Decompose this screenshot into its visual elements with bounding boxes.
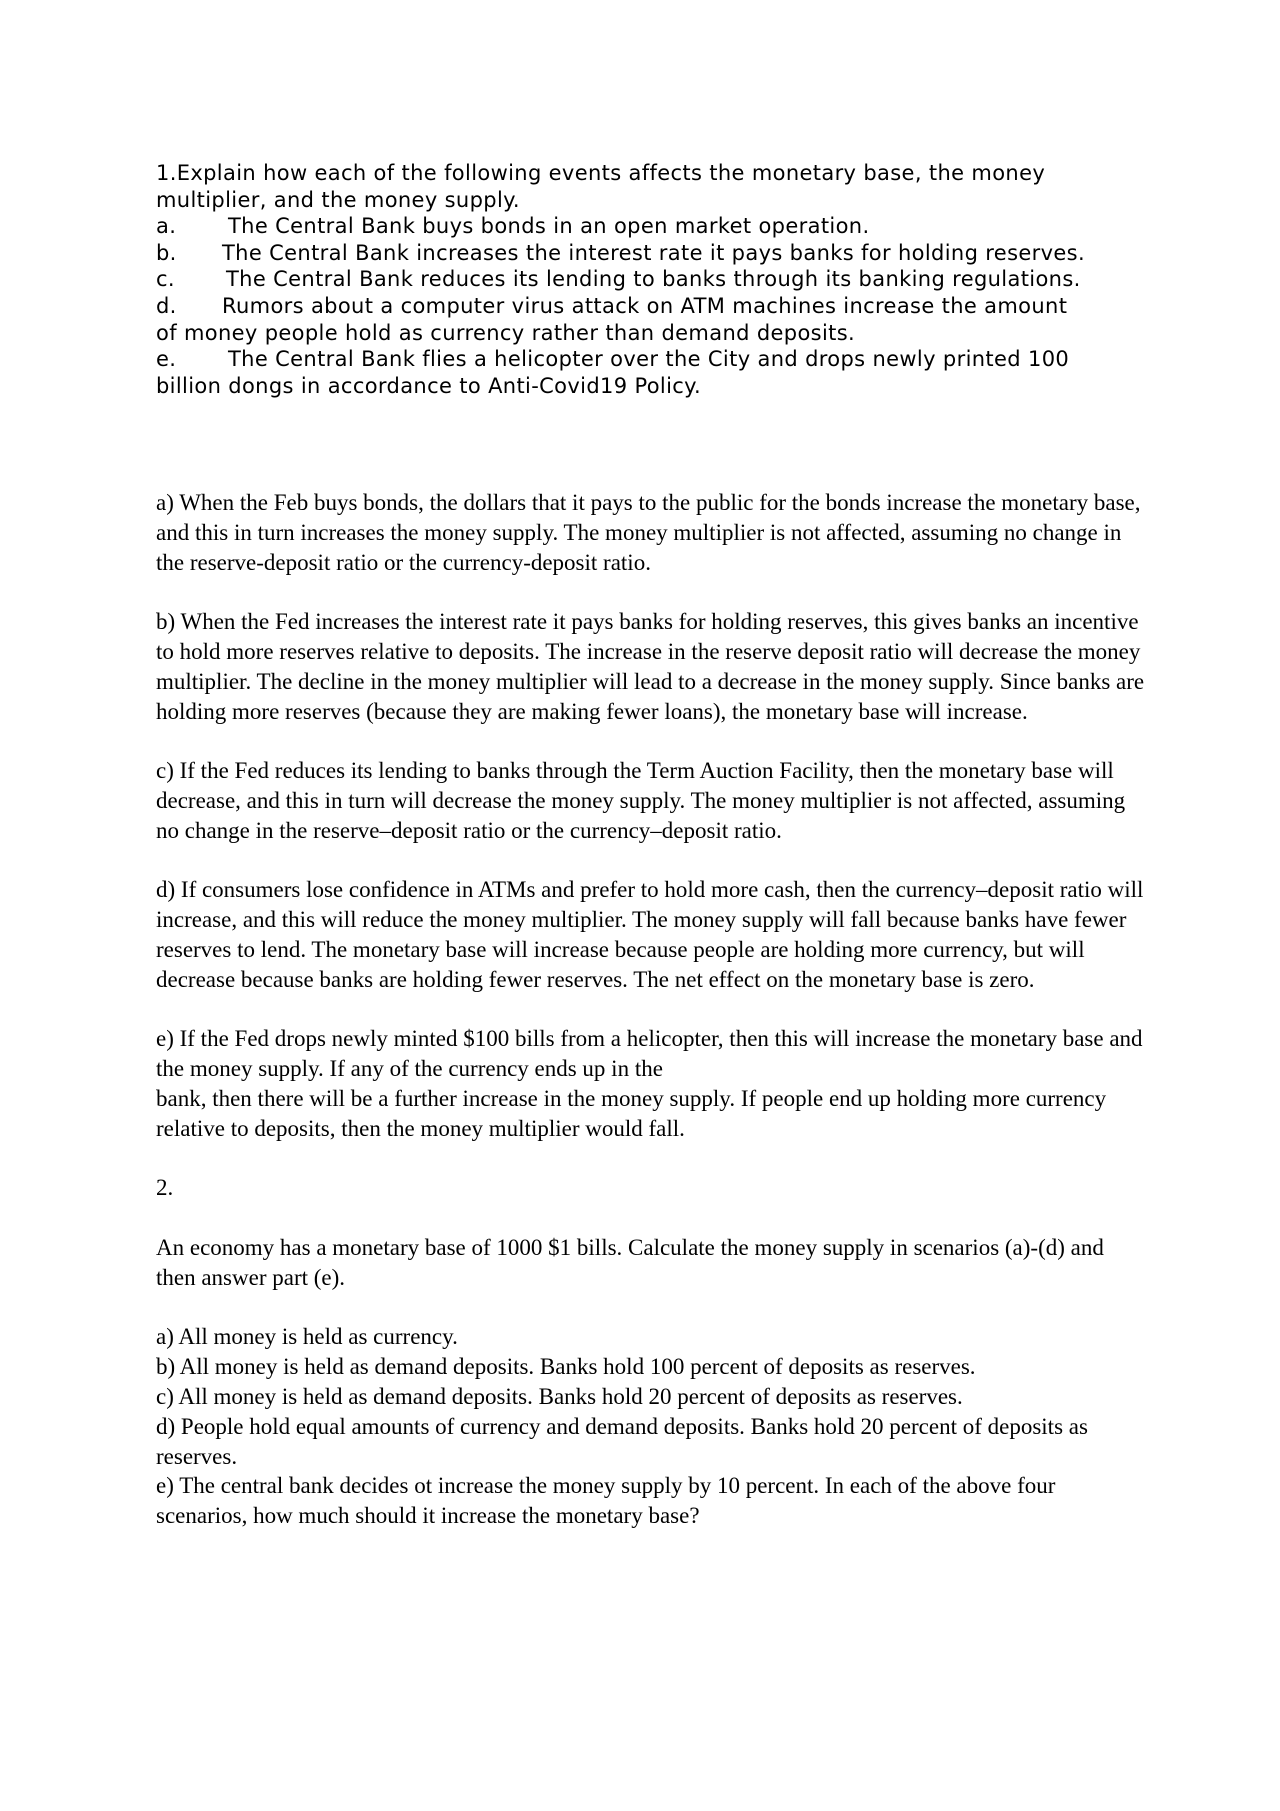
question-2-number: 2. <box>156 1175 174 1201</box>
question-2-item-e: e) The central bank decides ot increase the money supply by 10 percent. In each of the above four scenarios, how much should it increase the monetary base? <box>156 1473 1056 1529</box>
question-1-prompt-line-1: 1.Explain how each of the following events affects the monetary base, the money <box>156 161 1046 185</box>
answer-b: b) When the Fed increases the interest rate it pays banks for holding reserves, this gives banks an incentive to hold more reserves relative to deposits. The increase in the reserve deposit ratio will decrease the money multiplier. The decline in the money multiplier will lead to a decrease in the money supply. Since banks are holding more reserves (because they are making fewer loans), the monetary base will increase. <box>156 609 1145 724</box>
question-1-item-d-continued: of money people hold as currency rather than demand deposits. <box>156 320 856 345</box>
item-text: The Central Bank buys bonds in an open market operation. <box>228 214 870 239</box>
question-1-item-c <box>156 266 1146 293</box>
answer-e-line-2: bank, then there will be a further increase in the money supply. If people end up holding more currency relative to deposits, then the money multiplier would fall. <box>156 1085 1107 1141</box>
answer-a: a) When the Feb buys bonds, the dollars that it pays to the public for the bonds increase the monetary base, and this in turn increases the money supply. The money multiplier is not affected, assuming no change in the reserve-deposit ratio or the currency-deposit ratio. <box>156 490 1141 575</box>
question-1-item-e <box>156 346 1146 373</box>
item-letter: d. <box>156 293 177 318</box>
item-text: The Central Bank reduces its lending to banks through its banking regulations. <box>226 267 1081 292</box>
question-2-item-b: b) All money is held as demand deposits. Banks hold 100 percent of deposits as reserves. <box>156 1354 976 1380</box>
item-text: The Central Bank increases the interest rate it pays banks for holding reserves. <box>222 240 1085 265</box>
question-2-item-c: c) All money is held as demand deposits. Banks hold 20 percent of deposits as reserves. <box>156 1383 963 1409</box>
item-text: Rumors about a computer virus attack on ATM machines increase the amount <box>222 293 1068 318</box>
question-1-item-a <box>156 213 1146 240</box>
item-letter: c. <box>156 267 175 292</box>
question-2-item-d: d) People hold equal amounts of currency and demand deposits. Banks hold 20 percent of deposits as reserves. <box>156 1413 1088 1469</box>
item-letter: e. <box>156 347 177 372</box>
question-2-item-a: a) All money is held as currency. <box>156 1324 458 1350</box>
item-letter: b. <box>156 240 177 265</box>
answer-d: d) If consumers lose confidence in ATMs and prefer to hold more cash, then the currency–deposit ratio will increase, and this will reduce the money multiplier. The money supply will fall because banks have fewer reserves to lend. The monetary base will increase because people are holding more currency, but will decrease because banks are holding fewer reserves. The net effect on the monetary base is zero. <box>156 877 1144 992</box>
question-1 <box>156 160 1146 399</box>
answers-section <box>156 488 1146 1531</box>
item-letter: a. <box>156 214 177 239</box>
question-1-prompt-line-2: multiplier, and the money supply. <box>156 187 520 212</box>
item-text: The Central Bank flies a helicopter over the City and drops newly printed 100 <box>228 347 1070 372</box>
question-1-item-e-continued: billion dongs in accordance to Anti-Covid19 Policy. <box>156 373 701 398</box>
answer-c: c) If the Fed reduces its lending to banks through the Term Auction Facility, then the monetary base will decrease, and this in turn will decrease the money supply. The money multiplier is not affected, assuming no change in the reserve–deposit ratio or the currency–deposit ratio. <box>156 758 1126 843</box>
question-1-item-d <box>156 293 1146 320</box>
question-1-item-b <box>156 240 1146 267</box>
answer-e <box>156 1024 1146 1143</box>
question-2-intro: An economy has a monetary base of 1000 $1 bills. Calculate the money supply in scenarios (a)-(d) and then answer part (e). <box>156 1234 1104 1290</box>
answer-e-line-1: e) If the Fed drops newly minted $100 bills from a helicopter, then this will increase the monetary base and the money supply. If any of the currency ends up in the <box>156 1026 1143 1082</box>
